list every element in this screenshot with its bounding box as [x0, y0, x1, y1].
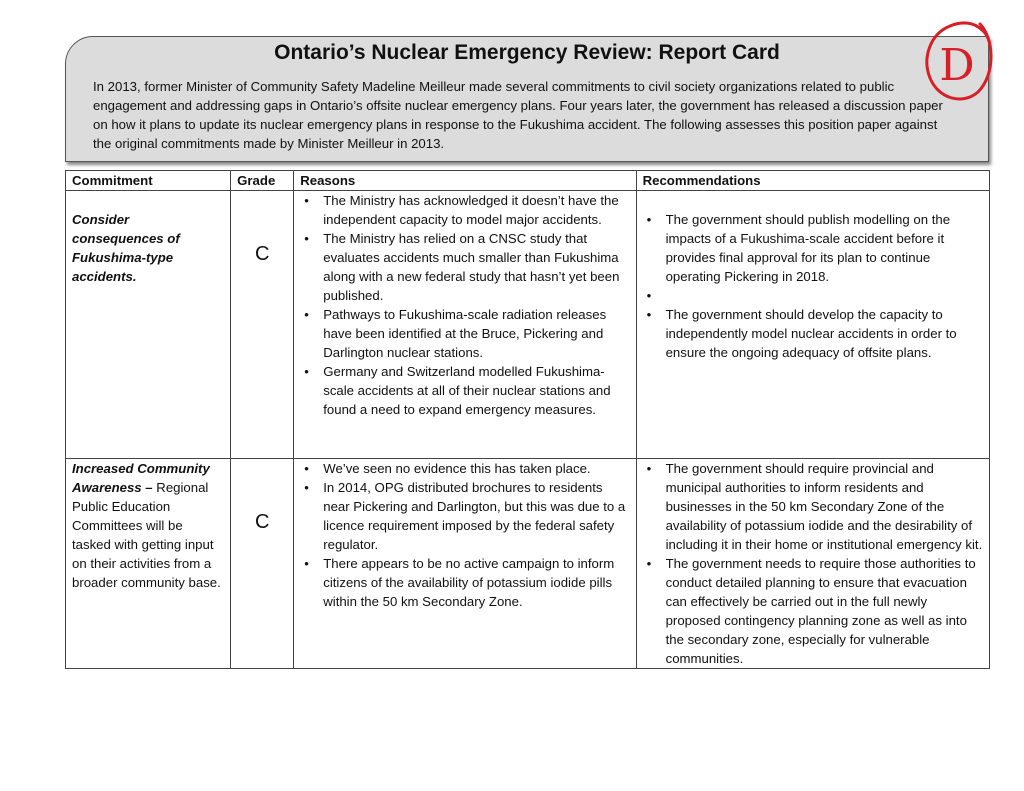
reason-item: • There appears to be no active campaign to inform citizens of the availability of potassium iodide pills within the 50 km Secondary Zone. [300, 554, 629, 611]
reasons-list [300, 191, 629, 419]
commitment-text: Regional Public Education Committees will be tasked with getting input on their activities from a broader community base. [72, 480, 221, 590]
recommendation-item: • The government should require provincial and municipal authorities to inform residents and businesses in the 50 km Secondary Zone of the availability of potassium iodide and the desirability of including it in their home or institutional emergency kit. [643, 459, 983, 554]
reason-item: • Pathways to Fukushima-scale radiation releases have been identified at the Bruce, Pickering and Darlington nuclear stations. [300, 305, 629, 362]
recommendations-cell [636, 191, 989, 459]
header-commitment: Commitment [66, 171, 231, 191]
grade-cell [231, 191, 294, 459]
commitment-cell [66, 459, 231, 669]
recommendation-item: • The government needs to require those authorities to conduct detailed planning to ensure that evacuation can effectively be carried out in the full newly proposed contingency planning zone as well as into the secondary zone, especially for vulnerable communities. [643, 554, 983, 668]
report-card-table [65, 170, 990, 669]
recommendation-item: • The government should develop the capacity to independently model nuclear accidents in order to ensure the ongoing adequacy of offsite plans. [643, 305, 983, 362]
commitment-title: Increased Community Awareness – [72, 461, 210, 495]
table-row [66, 191, 990, 459]
page-title: Ontario’s Nuclear Emergency Review: Report Card [274, 41, 780, 64]
recommendation-spacer [643, 286, 983, 305]
overall-grade-stamp [922, 16, 996, 108]
recommendations-list [643, 459, 983, 668]
overall-grade-letter: D [939, 40, 975, 91]
reason-item: • The Ministry has acknowledged it doesn’t have the independent capacity to model major accidents. [300, 191, 629, 229]
commitment-title: Consider consequences of Fukushima-type accidents. [72, 212, 180, 284]
grade-cell [231, 459, 294, 669]
table-row [66, 459, 990, 669]
recommendation-item: • The government should publish modelling on the impacts of a Fukushima-scale accident before it provides final approval for its plan to continue operating Pickering in 2018. [643, 210, 983, 286]
header-grade: Grade [231, 171, 294, 191]
header-recommendations: Recommendations [636, 171, 989, 191]
intro-paragraph: In 2013, former Minister of Community Safety Madeline Meilleur made several commitments to civil society organizations related to public engagement and addressing gaps in Ontario’s offsite nuclear emergency plans. Four years later, the government has released a discussion paper on how it plans to update its nuclear emergency plans in response to the Fukushima accident. The following assesses this position paper against the original commitments made by Minister Meilleur in 2013. [93, 79, 943, 151]
header-box [65, 36, 989, 162]
reason-item: • The Ministry has relied on a CNSC study that evaluates accidents much smaller than Fukushima along with a new federal study that hasn’t yet been published. [300, 229, 629, 305]
reasons-cell [294, 191, 636, 459]
reasons-list [300, 459, 629, 611]
reason-item: • Germany and Switzerland modelled Fukushima-scale accidents at all of their nuclear stations and found a need to expand emergency measures. [300, 362, 629, 419]
reason-item: • We’ve seen no evidence this has taken place. [300, 459, 629, 478]
recommendations-list [643, 210, 983, 362]
header-reasons: Reasons [294, 171, 636, 191]
table-header-row [66, 171, 990, 191]
reason-item: • In 2014, OPG distributed brochures to residents near Pickering and Darlington, but this was due to a licence requirement imposed by the federal safety regulator. [300, 478, 629, 554]
recommendations-cell [636, 459, 989, 669]
grade-value: C [254, 511, 270, 533]
commitment-cell [66, 191, 231, 459]
reasons-cell [294, 459, 636, 669]
grade-value: C [254, 243, 270, 265]
